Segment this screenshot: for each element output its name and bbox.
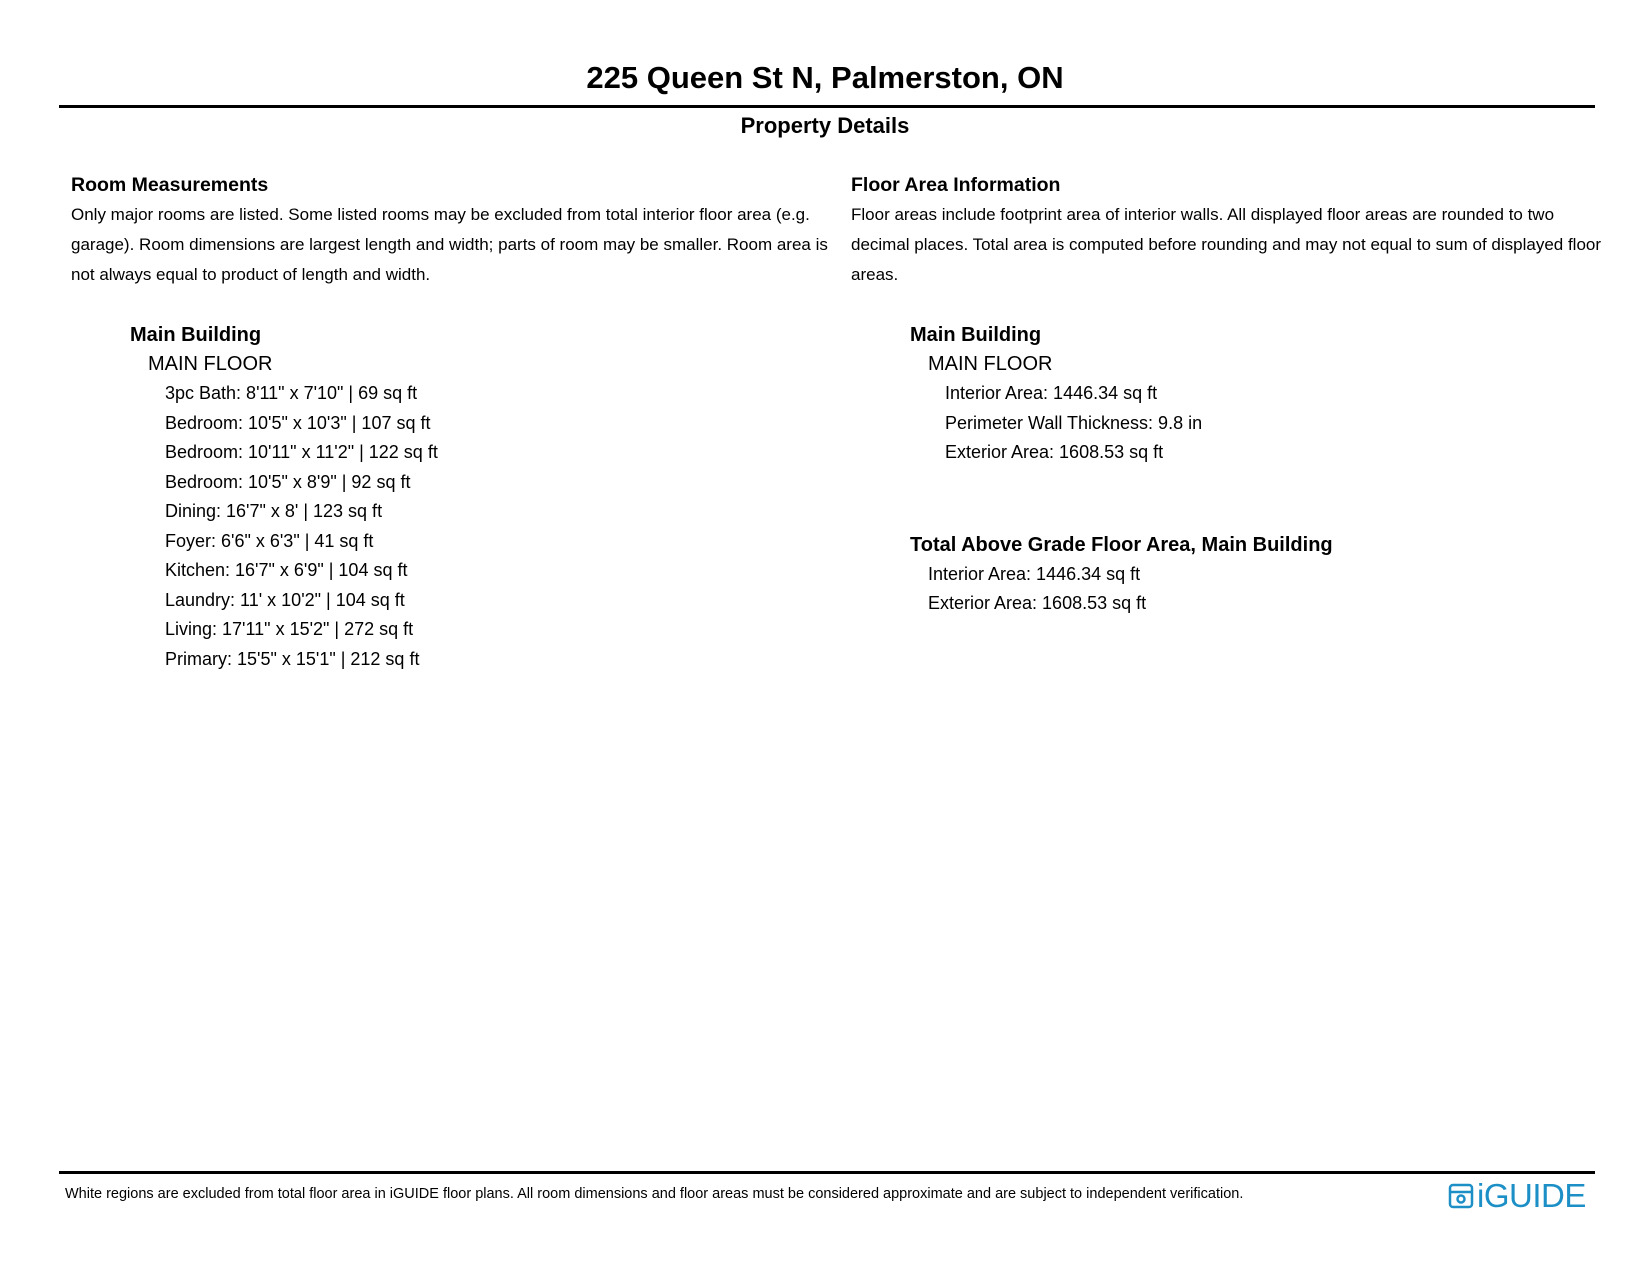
total-area-item: Exterior Area: 1608.53 sq ft [928,593,1147,613]
floor-area-heading: Floor Area Information [851,174,1061,196]
total-area-heading: Total Above Grade Floor Area, Main Building [910,533,1333,556]
area-floor-name: MAIN FLOOR [928,353,1053,375]
iguide-logo [1448,1178,1586,1214]
room-floor-name: MAIN FLOOR [148,353,273,375]
room-item: Kitchen: 16'7" x 6'9" | 104 sq ft [165,560,408,580]
total-area-block [910,530,1611,619]
area-item: Perimeter Wall Thickness: 9.8 in [945,412,1203,433]
room-measurements-section [71,170,831,674]
total-area-list [928,560,1611,619]
area-list [945,379,1611,468]
room-item: Living: 17'11" x 15'2" | 272 sq ft [165,619,414,639]
room-list [165,379,831,674]
room-item: Primary: 15'5" x 15'1" | 212 sq ft [165,648,420,669]
room-item: Foyer: 6'6" x 6'3" | 41 sq ft [165,530,374,551]
brand-name: iGUIDE [1477,1177,1586,1214]
area-building-name: Main Building [910,324,1042,346]
room-building-block [130,320,831,674]
title-divider [59,105,1595,108]
floor-area-section [851,170,1611,619]
room-item: Bedroom: 10'11" x 11'2" | 122 sq ft [165,442,438,462]
room-item: Bedroom: 10'5" x 10'3" | 107 sq ft [165,412,431,433]
area-item: Exterior Area: 1608.53 sq ft [945,442,1164,462]
footer-disclaimer: White regions are excluded from total floor area in iGUIDE floor plans. All room dimensions and floor areas must be considered approximate and are subject to independent verification. [65,1186,1244,1202]
room-item: 3pc Bath: 8'11" x 7'10" | 69 sq ft [165,383,418,403]
page-title: 225 Queen St N, Palmerston, ON [586,60,1064,95]
room-item: Dining: 16'7" x 8' | 123 sq ft [165,501,383,521]
room-item: Bedroom: 10'5" x 8'9" | 92 sq ft [165,471,411,492]
footer-divider [59,1171,1595,1174]
area-item: Interior Area: 1446.34 sq ft [945,383,1158,403]
area-building-block [910,320,1611,468]
room-measurements-description: Only major rooms are listed. Some listed rooms may be excluded from total interior floor area (e.g. garage). Room dimensions are largest length and width; parts of room may be smaller. Room area is not always equal to product of length and width. [71,205,828,284]
page-subtitle: Property Details [740,113,910,138]
iguide-logo-icon [1448,1183,1474,1209]
floor-area-description: Floor areas include footprint area of interior walls. All displayed floor areas are rounded to two decimal places. Total area is computed before rounding and may not equal to sum of displayed floor areas. [851,205,1602,284]
room-item: Laundry: 11' x 10'2" | 104 sq ft [165,589,405,610]
room-measurements-heading: Room Measurements [71,174,269,196]
total-area-item: Interior Area: 1446.34 sq ft [928,563,1141,584]
room-building-name: Main Building [130,324,262,346]
